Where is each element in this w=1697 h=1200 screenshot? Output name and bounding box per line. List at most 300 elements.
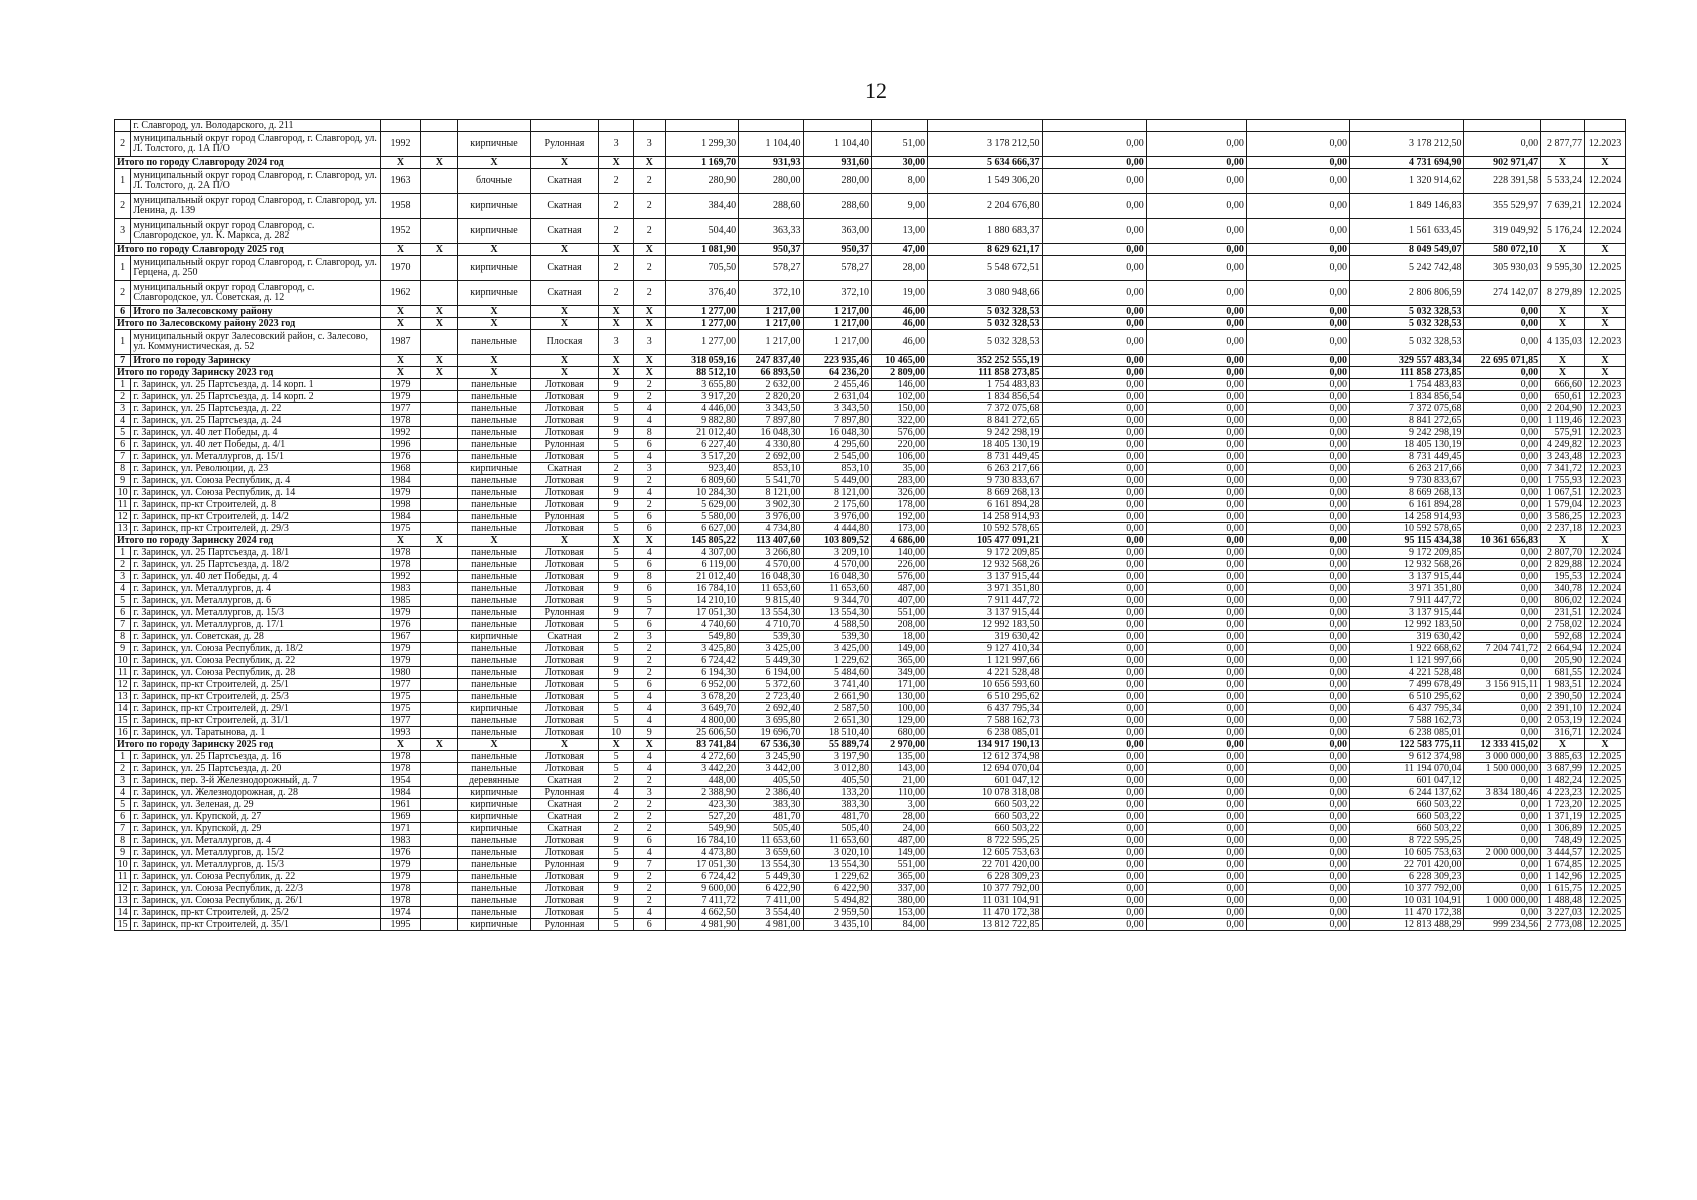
address-cell: г. Заринск, ул. 40 лет Победы, д. 4 [131, 571, 380, 583]
value-cell: 1 277,00 [665, 306, 739, 318]
address-cell: г. Заринск, ул. Металлургов, д. 15/1 [131, 451, 380, 463]
empty-cell [633, 120, 665, 132]
address-cell: г. Заринск, ул. 25 Партсъезда, д. 14 корп. 1 [131, 379, 380, 391]
table-row [115, 256, 1626, 281]
value-cell: 2 970,00 [871, 739, 927, 751]
value-cell: 24,00 [871, 823, 927, 835]
unit-cost-cell: 4 223,23 [1541, 787, 1585, 799]
deadline-cell: 12.2024 [1584, 715, 1625, 727]
entrances-cell: 2 [633, 169, 665, 194]
value-cell: 0,00 [1042, 763, 1146, 775]
deadline-cell: 12.2023 [1584, 379, 1625, 391]
wall-material-cell: панельные [458, 643, 531, 655]
empty-cell [421, 847, 458, 859]
value-cell: 228 391,58 [1464, 169, 1541, 194]
year-cell: 1961 [380, 799, 421, 811]
value-cell: 1 754 483,83 [1350, 379, 1464, 391]
value-cell: 0,00 [1464, 415, 1541, 427]
total-label-cell: Итого по городу Заринску [131, 355, 380, 367]
value-cell: 171,00 [871, 679, 927, 691]
value-cell: 1 277,00 [665, 330, 739, 355]
table-row [115, 919, 1626, 931]
unit-cost-cell: 1 579,04 [1541, 499, 1585, 511]
entrances-cell: 2 [633, 499, 665, 511]
value-cell: 4 221 528,48 [1350, 667, 1464, 679]
value-cell: 0,00 [1464, 330, 1541, 355]
value-cell: 105 477 091,21 [928, 535, 1042, 547]
roof-type-cell: Лотковая [530, 559, 598, 571]
value-cell: 0,00 [1246, 318, 1349, 330]
wall-material-cell: панельные [458, 427, 531, 439]
value-cell: 0,00 [1042, 667, 1146, 679]
value-cell: 0,00 [1042, 823, 1146, 835]
value-cell: 0,00 [1464, 475, 1541, 487]
x-cell: X [380, 318, 421, 330]
value-cell: 288,60 [803, 194, 871, 219]
value-cell: 0,00 [1464, 871, 1541, 883]
value-cell: 3 343,50 [803, 403, 871, 415]
value-cell: 660 503,22 [1350, 799, 1464, 811]
roof-type-cell: Скатная [530, 169, 598, 194]
wall-material-cell: кирпичные [458, 281, 531, 306]
empty-cell [421, 403, 458, 415]
value-cell: 12 932 568,26 [928, 559, 1042, 571]
x-cell: X [633, 367, 665, 379]
value-cell: 601 047,12 [928, 775, 1042, 787]
value-cell: 0,00 [1246, 281, 1349, 306]
unit-cost-cell: 3 586,25 [1541, 511, 1585, 523]
value-cell: 4 740,60 [665, 619, 739, 631]
value-cell: 0,00 [1146, 157, 1246, 169]
value-cell: 0,00 [1042, 463, 1146, 475]
value-cell: 1 217,00 [803, 306, 871, 318]
deadline-cell: 12.2024 [1584, 219, 1625, 244]
value-cell: 0,00 [1146, 643, 1246, 655]
address-cell: г. Заринск, ул. Советская, д. 28 [131, 631, 380, 643]
value-cell: 19 696,70 [739, 727, 803, 739]
wall-material-cell: кирпичные [458, 256, 531, 281]
roof-type-cell: Рулонная [530, 132, 598, 157]
deadline-cell: 12.2024 [1584, 703, 1625, 715]
row-number-cell: 1 [115, 379, 131, 391]
floors-cell: 2 [599, 219, 634, 244]
value-cell: 226,00 [871, 559, 927, 571]
year-cell: 1987 [380, 330, 421, 355]
address-cell: г. Заринск, ул. Союза Республик, д. 14 [131, 487, 380, 499]
row-number-cell: 14 [115, 907, 131, 919]
address-cell: г. Заринск, ул. 40 лет Победы, д. 4 [131, 427, 380, 439]
row-number-cell: 2 [115, 559, 131, 571]
value-cell: 0,00 [1246, 799, 1349, 811]
value-cell: 0,00 [1042, 583, 1146, 595]
value-cell: 149,00 [871, 847, 927, 859]
value-cell: 0,00 [1146, 691, 1246, 703]
value-cell: 6 422,90 [739, 883, 803, 895]
value-cell: 8 121,00 [803, 487, 871, 499]
value-cell: 4 570,00 [739, 559, 803, 571]
address-cell: муниципальный округ город Славгород, с. Славгородское, ул. Советская, д. 12 [131, 281, 380, 306]
value-cell: 12 333 415,02 [1464, 739, 1541, 751]
value-cell: 0,00 [1464, 583, 1541, 595]
value-cell: 0,00 [1042, 219, 1146, 244]
wall-material-cell: кирпичные [458, 787, 531, 799]
address-cell: муниципальный округ город Славгород, г. Славгород, ул. Л. Толстого, д. 2А П/О [131, 169, 380, 194]
value-cell: 0,00 [1042, 523, 1146, 535]
value-cell: 2 806 806,59 [1350, 281, 1464, 306]
value-cell: 178,00 [871, 499, 927, 511]
roof-type-cell: Лотковая [530, 379, 598, 391]
value-cell: 0,00 [1042, 403, 1146, 415]
x-cell: X [421, 355, 458, 367]
value-cell: 2 388,90 [665, 787, 739, 799]
row-number-cell: 3 [115, 403, 131, 415]
table-row [115, 871, 1626, 883]
table-body [115, 120, 1626, 931]
value-cell: 0,00 [1146, 403, 1246, 415]
entrances-cell: 6 [633, 523, 665, 535]
deadline-cell: 12.2023 [1584, 427, 1625, 439]
floors-cell: 5 [599, 703, 634, 715]
empty-cell [421, 631, 458, 643]
empty-cell [421, 120, 458, 132]
x-cell: X [633, 318, 665, 330]
x-cell: X [1584, 318, 1625, 330]
floors-cell: 9 [599, 475, 634, 487]
total-label-cell: Итого по городу Заринску 2024 год [115, 535, 381, 547]
value-cell: 0,00 [1042, 811, 1146, 823]
value-cell: 9 242 298,19 [928, 427, 1042, 439]
row-number-cell: 4 [115, 583, 131, 595]
value-cell: 318 059,16 [665, 355, 739, 367]
year-cell: 1978 [380, 559, 421, 571]
deadline-cell: 12.2025 [1584, 763, 1625, 775]
deadline-cell: 12.2025 [1584, 835, 1625, 847]
roof-type-cell: Скатная [530, 775, 598, 787]
deadline-cell: 12.2023 [1584, 415, 1625, 427]
address-cell: г. Заринск, пр-кт Строителей, д. 35/1 [131, 919, 380, 931]
value-cell: 22 701 420,00 [928, 859, 1042, 871]
year-cell: 1952 [380, 219, 421, 244]
value-cell: 0,00 [1146, 847, 1246, 859]
value-cell: 481,70 [803, 811, 871, 823]
unit-cost-cell: 650,61 [1541, 391, 1585, 403]
value-cell: 9 344,70 [803, 595, 871, 607]
value-cell: 8 669 268,13 [928, 487, 1042, 499]
entrances-cell: 4 [633, 763, 665, 775]
value-cell: 16 784,10 [665, 835, 739, 847]
value-cell: 5 580,00 [665, 511, 739, 523]
value-cell: 0,00 [1464, 379, 1541, 391]
entrances-cell: 2 [633, 475, 665, 487]
table-row [115, 427, 1626, 439]
value-cell: 173,00 [871, 523, 927, 535]
value-cell: 0,00 [1464, 427, 1541, 439]
floors-cell: 2 [599, 169, 634, 194]
row-number-cell: 11 [115, 667, 131, 679]
value-cell: 380,00 [871, 895, 927, 907]
value-cell: 0,00 [1146, 751, 1246, 763]
roof-type-cell: Лотковая [530, 883, 598, 895]
empty-cell [421, 679, 458, 691]
roof-type-cell: Лотковая [530, 403, 598, 415]
x-cell: X [530, 318, 598, 330]
value-cell: 0,00 [1042, 643, 1146, 655]
value-cell: 355 529,97 [1464, 194, 1541, 219]
value-cell: 0,00 [1146, 487, 1246, 499]
empty-cell [665, 120, 739, 132]
unit-cost-cell: 2 807,70 [1541, 547, 1585, 559]
empty-cell [380, 120, 421, 132]
empty-cell [421, 330, 458, 355]
value-cell: 0,00 [1042, 787, 1146, 799]
x-cell: X [1541, 306, 1585, 318]
floors-cell: 10 [599, 727, 634, 739]
value-cell: 9 612 374,98 [1350, 751, 1464, 763]
x-cell: X [1584, 739, 1625, 751]
value-cell: 5 032 328,53 [928, 306, 1042, 318]
wall-material-cell: панельные [458, 571, 531, 583]
value-cell: 580 072,10 [1464, 244, 1541, 256]
entrances-cell: 2 [633, 643, 665, 655]
x-cell: X [458, 244, 531, 256]
value-cell: 150,00 [871, 403, 927, 415]
value-cell: 10 592 578,65 [1350, 523, 1464, 535]
wall-material-cell: панельные [458, 871, 531, 883]
value-cell: 0,00 [1042, 715, 1146, 727]
value-cell: 84,00 [871, 919, 927, 931]
wall-material-cell: панельные [458, 715, 531, 727]
unit-cost-cell: 1 119,46 [1541, 415, 1585, 427]
value-cell: 0,00 [1042, 619, 1146, 631]
value-cell: 130,00 [871, 691, 927, 703]
value-cell: 3 197,90 [803, 751, 871, 763]
value-cell: 0,00 [1146, 244, 1246, 256]
value-cell: 4 981,00 [739, 919, 803, 931]
value-cell: 0,00 [1042, 691, 1146, 703]
table-row [115, 415, 1626, 427]
roof-type-cell: Лотковая [530, 415, 598, 427]
value-cell: 2 692,00 [739, 451, 803, 463]
address-cell: г. Заринск, пр-кт Строителей, д. 25/3 [131, 691, 380, 703]
deadline-cell: 12.2025 [1584, 919, 1625, 931]
empty-cell [599, 120, 634, 132]
value-cell: 0,00 [1246, 919, 1349, 931]
value-cell: 0,00 [1146, 535, 1246, 547]
row-number-cell: 2 [115, 194, 131, 219]
value-cell: 3 695,80 [739, 715, 803, 727]
value-cell: 0,00 [1246, 787, 1349, 799]
table-row [115, 595, 1626, 607]
value-cell: 1 217,00 [739, 330, 803, 355]
value-cell: 0,00 [1464, 318, 1541, 330]
empty-cell [421, 727, 458, 739]
wall-material-cell: панельные [458, 595, 531, 607]
deadline-cell: 12.2024 [1584, 631, 1625, 643]
empty-cell [421, 871, 458, 883]
table-row [115, 559, 1626, 571]
x-cell: X [458, 306, 531, 318]
value-cell: 3 012,80 [803, 763, 871, 775]
table-row [115, 547, 1626, 559]
empty-cell [421, 655, 458, 667]
deadline-cell: 12.2025 [1584, 895, 1625, 907]
entrances-cell: 7 [633, 607, 665, 619]
wall-material-cell: панельные [458, 691, 531, 703]
value-cell: 3 678,20 [665, 691, 739, 703]
empty-cell [421, 619, 458, 631]
entrances-cell: 2 [633, 871, 665, 883]
value-cell: 0,00 [1146, 907, 1246, 919]
value-cell: 365,00 [871, 655, 927, 667]
value-cell: 9 815,40 [739, 595, 803, 607]
value-cell: 10 377 792,00 [928, 883, 1042, 895]
x-cell: X [421, 367, 458, 379]
value-cell: 0,00 [1464, 523, 1541, 535]
value-cell: 6 809,60 [665, 475, 739, 487]
year-cell: 1984 [380, 787, 421, 799]
address-cell: г. Заринск, ул. Металлургов, д. 15/3 [131, 607, 380, 619]
value-cell: 122 583 775,11 [1350, 739, 1464, 751]
value-cell: 13 554,30 [739, 859, 803, 871]
row-number-cell: 7 [115, 355, 131, 367]
entrances-cell: 4 [633, 703, 665, 715]
address-cell: муниципальный округ город Славгород, г. Славгород, ул. Л. Толстого, д. 1А П/О [131, 132, 380, 157]
value-cell: 3 442,20 [665, 763, 739, 775]
roof-type-cell: Скатная [530, 799, 598, 811]
value-cell: 1 217,00 [739, 318, 803, 330]
value-cell: 0,00 [1042, 355, 1146, 367]
value-cell: 372,10 [803, 281, 871, 306]
floors-cell: 2 [599, 799, 634, 811]
value-cell: 0,00 [1042, 330, 1146, 355]
x-cell: X [633, 157, 665, 169]
value-cell: 0,00 [1146, 499, 1246, 511]
value-cell: 46,00 [871, 330, 927, 355]
value-cell: 9 127 410,34 [928, 643, 1042, 655]
value-cell: 3 266,80 [739, 547, 803, 559]
year-cell: 1974 [380, 907, 421, 919]
roof-type-cell: Лотковая [530, 583, 598, 595]
value-cell: 0,00 [1146, 799, 1246, 811]
x-cell: X [421, 244, 458, 256]
empty-cell [421, 219, 458, 244]
value-cell: 4 800,00 [665, 715, 739, 727]
value-cell: 3 442,00 [739, 763, 803, 775]
deadline-cell: 12.2023 [1584, 132, 1625, 157]
value-cell: 527,20 [665, 811, 739, 823]
x-cell: X [421, 318, 458, 330]
unit-cost-cell: 1 306,89 [1541, 823, 1585, 835]
row-number-cell: 13 [115, 691, 131, 703]
value-cell: 660 503,22 [1350, 811, 1464, 823]
row-number-cell: 5 [115, 427, 131, 439]
floors-cell: 5 [599, 643, 634, 655]
empty-cell [1042, 120, 1146, 132]
value-cell: 153,00 [871, 907, 927, 919]
deadline-cell: 12.2023 [1584, 475, 1625, 487]
entrances-cell: 2 [633, 391, 665, 403]
value-cell: 11 653,60 [803, 835, 871, 847]
value-cell: 0,00 [1146, 811, 1246, 823]
wall-material-cell: кирпичные [458, 811, 531, 823]
value-cell: 3 178 212,50 [928, 132, 1042, 157]
deadline-cell: 12.2024 [1584, 559, 1625, 571]
unit-cost-cell: 1 723,20 [1541, 799, 1585, 811]
value-cell: 0,00 [1042, 427, 1146, 439]
value-cell: 505,40 [739, 823, 803, 835]
value-cell: 0,00 [1146, 655, 1246, 667]
wall-material-cell: панельные [458, 895, 531, 907]
value-cell: 3 517,20 [665, 451, 739, 463]
total-label-cell: Итого по городу Заринску 2025 год [115, 739, 381, 751]
row-number-cell: 2 [115, 281, 131, 306]
value-cell: 1 217,00 [803, 318, 871, 330]
table-row [115, 619, 1626, 631]
unit-cost-cell: 5 533,24 [1541, 169, 1585, 194]
value-cell: 1 500 000,00 [1464, 763, 1541, 775]
table-row [115, 281, 1626, 306]
value-cell: 10 377 792,00 [1350, 883, 1464, 895]
value-cell: 0,00 [1246, 823, 1349, 835]
value-cell: 1 549 306,20 [928, 169, 1042, 194]
year-cell: 1979 [380, 859, 421, 871]
value-cell: 319 630,42 [928, 631, 1042, 643]
x-cell: X [458, 535, 531, 547]
value-cell: 0,00 [1246, 859, 1349, 871]
value-cell: 0,00 [1146, 169, 1246, 194]
empty-cell [421, 895, 458, 907]
value-cell: 55 889,74 [803, 739, 871, 751]
value-cell: 4 307,00 [665, 547, 739, 559]
unit-cost-cell: 1 067,51 [1541, 487, 1585, 499]
value-cell: 0,00 [1246, 703, 1349, 715]
wall-material-cell: панельные [458, 379, 531, 391]
unit-cost-cell: 1 674,85 [1541, 859, 1585, 871]
entrances-cell: 6 [633, 835, 665, 847]
empty-cell [421, 667, 458, 679]
value-cell: 0,00 [1042, 907, 1146, 919]
wall-material-cell: панельные [458, 511, 531, 523]
value-cell: 280,00 [803, 169, 871, 194]
value-cell: 6 228 309,23 [928, 871, 1042, 883]
roof-type-cell: Лотковая [530, 427, 598, 439]
value-cell: 3 971 351,80 [928, 583, 1042, 595]
year-cell: 1983 [380, 835, 421, 847]
value-cell: 319 049,92 [1464, 219, 1541, 244]
value-cell: 4 295,60 [803, 439, 871, 451]
value-cell: 0,00 [1246, 847, 1349, 859]
row-number-cell: 15 [115, 919, 131, 931]
address-cell: г. Заринск, ул. 25 Партсъезда, д. 16 [131, 751, 380, 763]
address-cell: г. Заринск, ул. Крупской, д. 27 [131, 811, 380, 823]
table-row [115, 475, 1626, 487]
year-cell: 1985 [380, 595, 421, 607]
value-cell: 578,27 [739, 256, 803, 281]
value-cell: 0,00 [1146, 391, 1246, 403]
value-cell: 2 587,50 [803, 703, 871, 715]
value-cell: 0,00 [1042, 595, 1146, 607]
value-cell: 3 976,00 [739, 511, 803, 523]
roof-type-cell: Рулонная [530, 919, 598, 931]
value-cell: 6 510 295,62 [928, 691, 1042, 703]
deadline-cell: 12.2023 [1584, 499, 1625, 511]
entrances-cell: 6 [633, 511, 665, 523]
value-cell: 0,00 [1146, 439, 1246, 451]
table-row [115, 895, 1626, 907]
roof-type-cell: Рулонная [530, 511, 598, 523]
value-cell: 3 178 212,50 [1350, 132, 1464, 157]
value-cell: 3 659,60 [739, 847, 803, 859]
